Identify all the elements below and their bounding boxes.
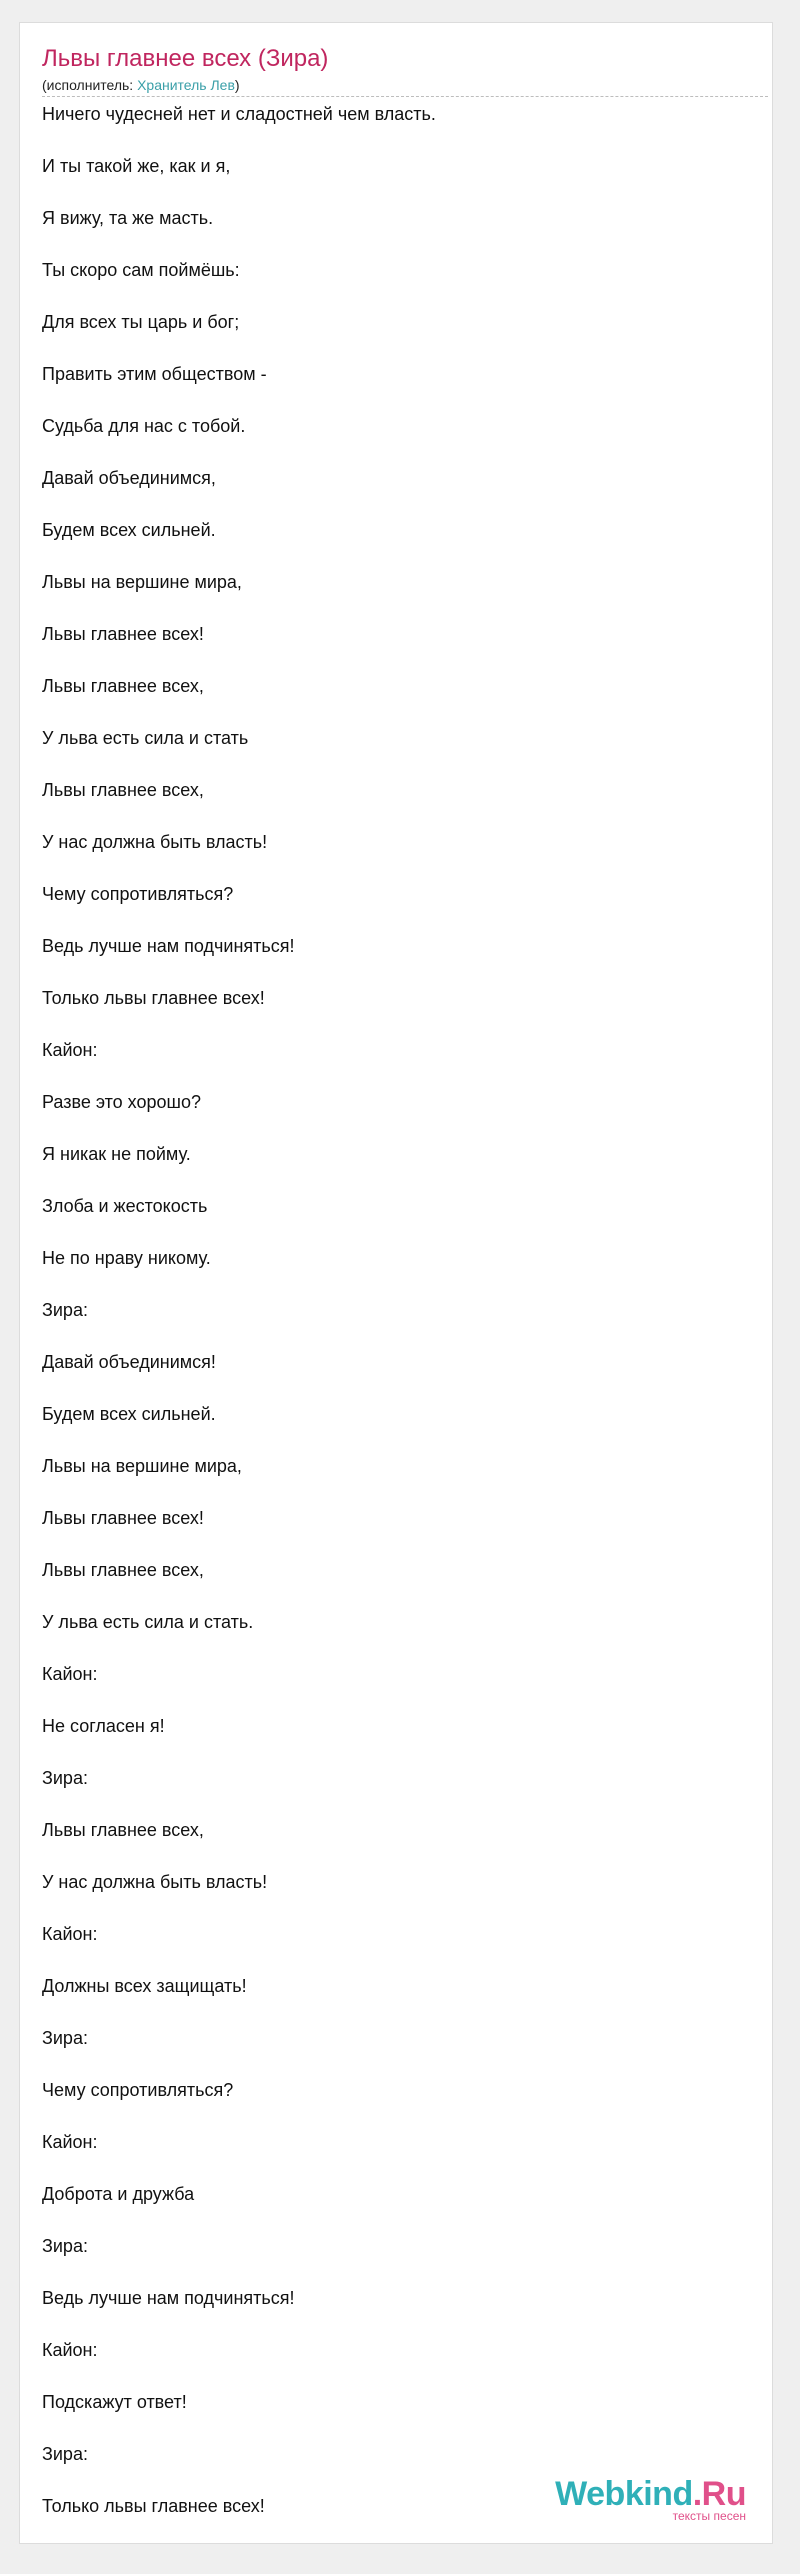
lyric-line: Львы на вершине мира,	[42, 572, 242, 592]
lyric-line: Чему сопротивляться?	[42, 2080, 234, 2100]
lyrics-card	[19, 22, 773, 2544]
logo-tagline: тексты песен	[672, 2509, 746, 2523]
lyric-line: Львы на вершине мира,	[42, 1456, 242, 1476]
lyric-line: Зира:	[42, 1768, 88, 1788]
lyric-line: Злоба и жестокость	[42, 1196, 208, 1216]
lyric-line: Доброта и дружба	[42, 2184, 195, 2204]
song-title: Львы главнее всех (Зира)	[42, 45, 329, 72]
header-divider	[42, 96, 768, 97]
lyric-line: Для всех ты царь и бог;	[42, 312, 240, 332]
lyric-line: Зира:	[42, 1300, 88, 1320]
webkind-logo[interactable]	[555, 2477, 746, 2523]
lyric-line: Львы главнее всех!	[42, 1508, 204, 1528]
lyric-line: У нас должна быть власть!	[42, 1872, 268, 1892]
logo-wordmark	[555, 2477, 746, 2511]
lyric-line: Я вижу, та же масть.	[42, 208, 214, 228]
lyric-line: Львы главнее всех!	[42, 624, 204, 644]
lyric-line: Зира:	[42, 2236, 88, 2256]
performer-line	[42, 76, 748, 94]
lyric-line: Давай объединимся,	[42, 468, 216, 488]
lyric-line: Будем всех сильней.	[42, 520, 216, 540]
lyric-line: Разве это хорошо?	[42, 1092, 201, 1112]
lyric-line: Львы главнее всех,	[42, 1820, 204, 1840]
lyric-line: Зира:	[42, 2028, 88, 2048]
lyric-line: Давай объединимся!	[42, 1352, 216, 1372]
lyric-line: Зира:	[42, 2444, 88, 2464]
performer-prefix: (исполнитель:	[42, 77, 138, 93]
lyric-line: Подскажут ответ!	[42, 2392, 187, 2412]
lyric-line: И ты такой же, как и я,	[42, 156, 231, 176]
lyrics-body	[42, 103, 748, 2547]
lyric-line: Кайон:	[42, 1040, 98, 1060]
lyric-line: У льва есть сила и стать	[42, 728, 249, 748]
lyric-line: Должны всех защищать!	[42, 1976, 247, 1996]
lyric-line: Править этим обществом -	[42, 364, 267, 384]
lyric-line: Кайон:	[42, 1664, 98, 1684]
lyric-line: Будем всех сильней.	[42, 1404, 216, 1424]
logo-ru-text: .Ru	[692, 2475, 746, 2513]
logo-web-text: Webkind	[555, 2475, 693, 2513]
lyric-line: Львы главнее всех,	[42, 1560, 204, 1580]
lyric-line: Львы главнее всех,	[42, 780, 204, 800]
lyric-line: Кайон:	[42, 2132, 98, 2152]
lyric-line: Ведь лучше нам подчиняться!	[42, 936, 295, 956]
lyric-line: Кайон:	[42, 2340, 98, 2360]
lyric-line: Не согласен я!	[42, 1716, 165, 1736]
lyric-line: Я никак не пойму.	[42, 1144, 191, 1164]
lyric-line: Не по нраву никому.	[42, 1248, 211, 1268]
lyric-line: Ты скоро сам поймёшь:	[42, 260, 240, 280]
lyric-line: Только львы главнее всех!	[42, 988, 265, 1008]
lyric-line: Кайон:	[42, 1924, 98, 1944]
lyric-line: Львы главнее всех,	[42, 676, 204, 696]
performer-link[interactable]: Хранитель Лев	[137, 77, 235, 93]
lyric-line: У нас должна быть власть!	[42, 832, 268, 852]
lyric-line: У льва есть сила и стать.	[42, 1612, 254, 1632]
performer-suffix: )	[234, 77, 240, 93]
lyric-line: Ничего чудесней нет и сладостней чем власть.	[42, 104, 436, 124]
lyric-line: Чему сопротивляться?	[42, 884, 234, 904]
lyric-line: Судьба для нас с тобой.	[42, 416, 246, 436]
lyric-line: Только львы главнее всех!	[42, 2496, 265, 2516]
lyric-line: Ведь лучше нам подчиняться!	[42, 2288, 295, 2308]
